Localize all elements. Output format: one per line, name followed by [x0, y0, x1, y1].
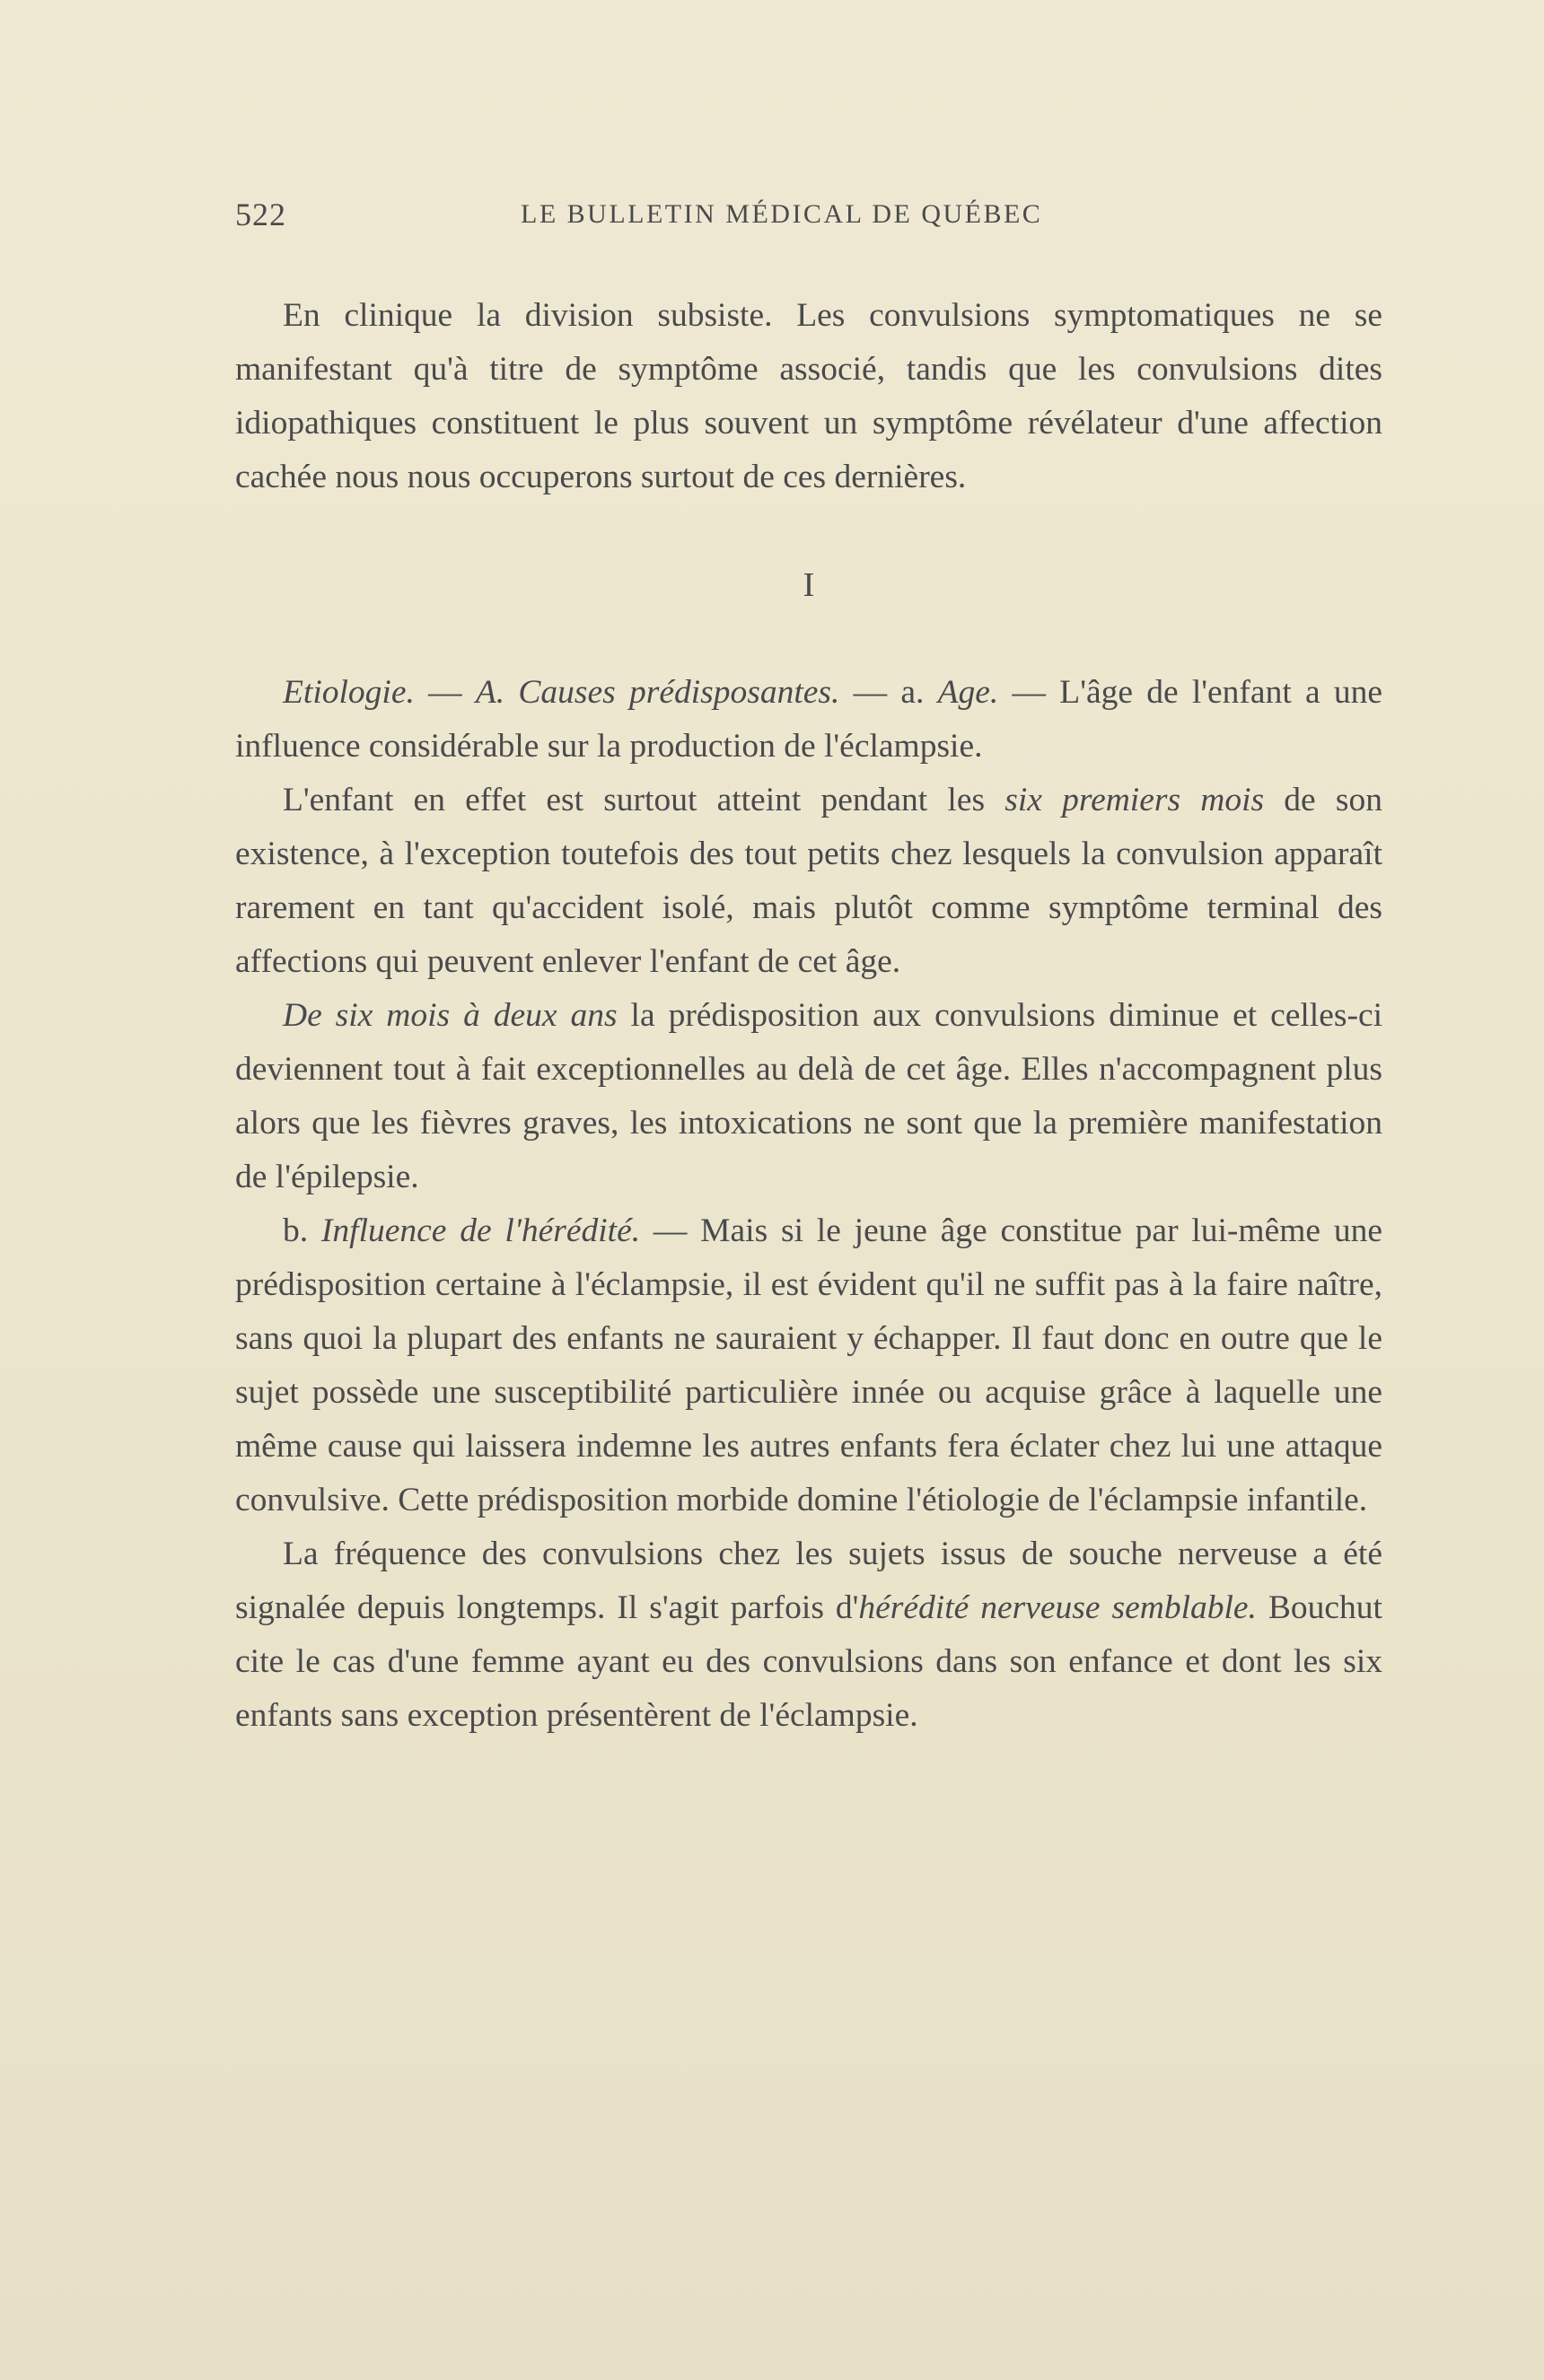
section-numeral: I: [803, 566, 815, 604]
paragraph-frequence: [235, 1527, 1382, 1743]
paragraph-six-mois-lead: L'enfant en effet est surtout atteint pendant les: [283, 782, 1005, 818]
paragraph-frequence-text: Bouchut cite le cas d'une femme ayant eu des convulsions dans son enfance et dont les six enfants sans exception présentèrent de l'éclampsie.: [235, 1589, 1382, 1734]
italic-causes: A. Causes prédisposantes.: [475, 674, 840, 711]
italic-six-premiers-mois: six premiers mois: [1004, 782, 1265, 818]
paragraph-frequence-lead: La fréquence des convulsions chez les sujets issus de souche nerveuse a été signalée depuis longtemps. Il s'agit parfois d': [235, 1536, 1382, 1626]
italic-etiologie: Etiologie.: [283, 674, 415, 711]
italic-influence-heredite: Influence de l'hérédité.: [320, 1212, 641, 1249]
italic-age: Age.: [937, 674, 999, 711]
text-dash-2: — a.: [839, 674, 938, 711]
paragraph-etiologie-text: — L'âge de l'enfant a une influence considérable sur la production de l'éclampsie.: [235, 674, 1383, 765]
journal-title: LE BULLETIN MÉDICAL DE QUÉBEC: [521, 199, 1043, 229]
running-head: [235, 196, 1384, 241]
paragraph-etiologie: [235, 666, 1382, 774]
paragraph-heredite: [235, 1204, 1382, 1527]
text-dash-1: —: [414, 674, 476, 711]
paragraph-heredite-text: — Mais si le jeune âge constitue par lui-même une prédisposition certaine à l'éclampsie, il est évident qu'il ne suffit pas à la faire naître, sans quoi la plupart des enfants ne sauraient y échapper. Il faut donc en outre que le sujet possède une susceptibilité particulière innée ou acquise grâce à laquelle une même cause qui laissera indemne les autres enfants fera éclater chez lui une attaque convulsive. Cette prédisposition morbide domine l'étiologie de l'éclampsie infantile.: [235, 1212, 1382, 1518]
body-text: [235, 289, 1382, 1743]
italic-six-mois-deux-ans: De six mois à deux ans: [283, 997, 618, 1034]
paragraph-intro: [235, 289, 1382, 504]
paragraph-intro-text: En clinique la division subsiste. Les convulsions symptomatiques ne se manifestant qu'à titre de symptôme associé, tandis que les convulsions dites idiopathiques constituent le plus souvent un symptôme révélateur d'une affection cachée nous nous occuperons surtout de ces dernières.: [235, 297, 1382, 495]
page-number: 522: [235, 197, 286, 232]
paragraph-deux-ans: [235, 989, 1382, 1204]
paragraph-heredite-lead: b.: [283, 1212, 321, 1249]
italic-heredite-nerveuse: hérédité nerveuse semblable.: [858, 1589, 1257, 1626]
paragraph-six-mois-text: de son existence, à l'exception toutefois des tout petits chez lesquels la convulsion apparaît rarement en tant qu'accident isolé, mais plutôt comme symptôme terminal des affections qui peuvent enlever l'enfant de cet âge.: [235, 782, 1382, 980]
paragraph-deux-ans-text: la prédisposition aux convulsions diminue et celles-ci deviennent tout à fait exceptionnelles au delà de cet âge. Elles n'accompagnent plus alors que les fièvres graves, les intoxications ne sont que la première manifestation de l'épilepsie.: [235, 997, 1383, 1195]
paragraph-six-mois: [235, 774, 1382, 989]
